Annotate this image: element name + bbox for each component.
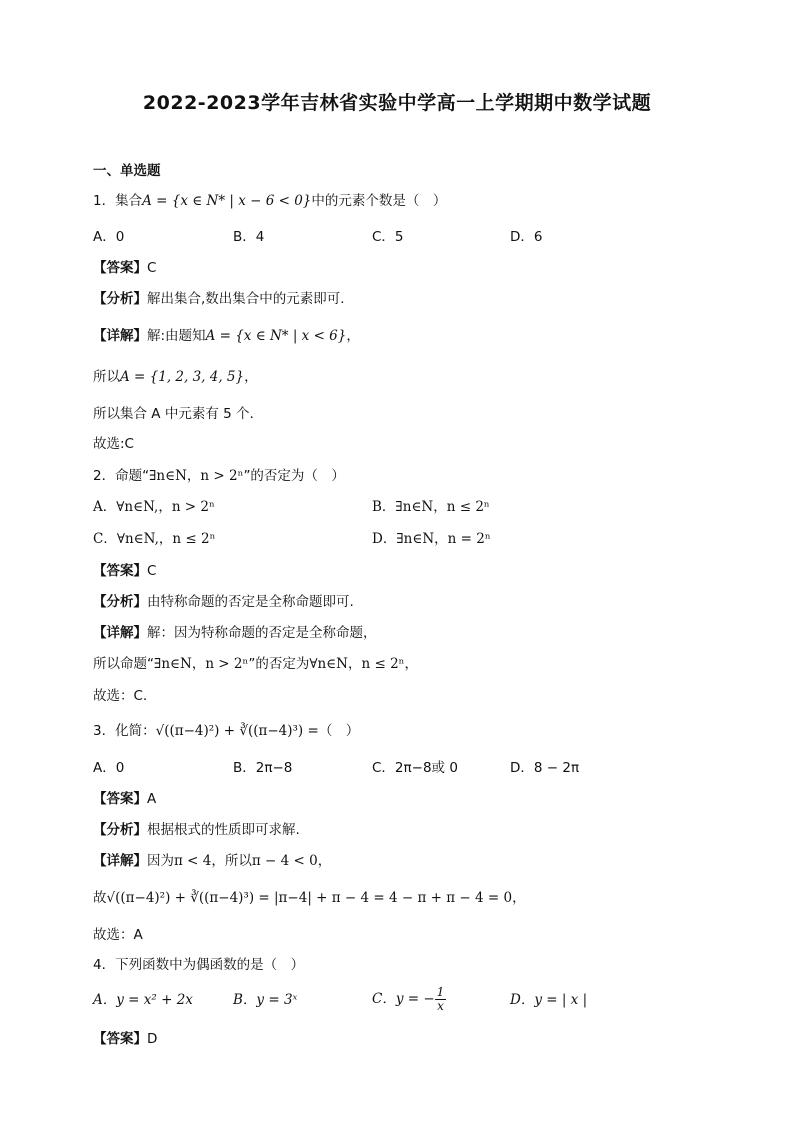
q1-option-d: D．6 bbox=[510, 229, 543, 245]
q3-detail-label: 【详解】 bbox=[93, 853, 147, 869]
q1-line2-formula: A = {1, 2, 3, 4, 5} bbox=[120, 369, 245, 385]
q3-stem-prefix: 3．化简： bbox=[93, 723, 156, 739]
q1-stem-prefix: 1．集合 bbox=[93, 193, 143, 209]
q2-line2-formula-2: ∀n∈N，n ≤ 2ⁿ bbox=[309, 656, 405, 672]
q2-option-c: C．∀n∈N,，n ≤ 2ⁿ bbox=[93, 531, 216, 547]
q3-analysis bbox=[93, 820, 300, 840]
q4-fraction-numerator: 1 bbox=[436, 984, 445, 999]
q1-answer bbox=[93, 258, 156, 278]
q2-detail-line-2 bbox=[93, 654, 418, 674]
question-2-stem bbox=[93, 466, 345, 486]
question-3-stem bbox=[93, 721, 359, 741]
q3-line2-prefix: 故 bbox=[93, 890, 107, 906]
q3-option-d: D．8 − 2π bbox=[510, 760, 580, 776]
q1-answer-value: C bbox=[147, 260, 157, 276]
section-heading: 一、单选题 bbox=[93, 163, 161, 179]
q2-line2-formula-1: ∃n∈N，n > 2ⁿ bbox=[154, 656, 249, 672]
q1-answer-label: 【答案】 bbox=[93, 260, 147, 276]
q2-line2-prefix: 所以命题“ bbox=[93, 656, 154, 672]
q2-detail bbox=[93, 623, 377, 643]
question-1-stem bbox=[93, 191, 446, 211]
q4-option-c-fraction bbox=[435, 986, 447, 1013]
q1-detail-line-4: 故选:C bbox=[93, 436, 134, 452]
q2-stem-suffix: ”的否定为（ ） bbox=[243, 468, 345, 484]
q4-option-b: B．y = 3ˣ bbox=[233, 992, 298, 1008]
q3-detail-formula-1: π < 4 bbox=[174, 853, 212, 869]
q2-line2-middle: ”的否定为 bbox=[248, 656, 310, 672]
q2-option-d: D．∃n∈N，n = 2ⁿ bbox=[372, 531, 491, 547]
q3-detail-prefix: 因为 bbox=[147, 853, 174, 869]
q4-option-a: A．y = x² + 2x bbox=[93, 992, 193, 1008]
q1-line2-suffix: ， bbox=[244, 369, 258, 385]
q3-detail-line-3: 故选：A bbox=[93, 927, 143, 943]
q3-detail-middle: ，所以 bbox=[211, 853, 252, 869]
q1-detail bbox=[93, 326, 360, 346]
q2-analysis-text: 由特称命题的否定是全称命题即可. bbox=[147, 594, 354, 610]
q2-stem-formula: ∃n∈N，n > 2ⁿ bbox=[149, 468, 244, 484]
q3-answer-label: 【答案】 bbox=[93, 791, 147, 807]
q1-analysis-label: 【分析】 bbox=[93, 291, 147, 307]
q2-analysis bbox=[93, 592, 354, 612]
q4-fraction-denominator: x bbox=[437, 998, 444, 1013]
q3-line2-suffix: ， bbox=[512, 890, 526, 906]
q3-answer-value: A bbox=[147, 791, 157, 807]
q3-detail-formula-2: π − 4 < 0 bbox=[251, 853, 318, 869]
q3-option-b: B．2π−8 bbox=[233, 760, 293, 776]
q1-detail-suffix: ， bbox=[346, 328, 360, 344]
q4-option-c bbox=[372, 984, 446, 1014]
q2-stem-prefix: 2．命题“ bbox=[93, 468, 150, 484]
q1-stem-suffix: 中的元素个数是（ ） bbox=[311, 193, 447, 209]
q2-analysis-label: 【分析】 bbox=[93, 594, 147, 610]
q1-option-a: A．0 bbox=[93, 229, 125, 245]
q1-detail-formula: A = {x ∈ N* | x < 6} bbox=[205, 328, 347, 344]
q1-detail-label: 【详解】 bbox=[93, 328, 147, 344]
q1-option-c: C．5 bbox=[372, 229, 404, 245]
q2-detail-text: 解：因为特称命题的否定是全称命题， bbox=[147, 625, 377, 641]
q3-detail-line-2 bbox=[93, 888, 526, 908]
q3-analysis-text: 根据根式的性质即可求解. bbox=[147, 822, 300, 838]
q1-option-b: B．4 bbox=[233, 229, 265, 245]
q1-line2-prefix: 所以 bbox=[93, 369, 120, 385]
q4-option-d: D．y = | x | bbox=[510, 992, 588, 1008]
q2-answer-label: 【答案】 bbox=[93, 563, 147, 579]
q3-option-a: A．0 bbox=[93, 760, 125, 776]
q3-detail-suffix: ， bbox=[317, 853, 332, 869]
q2-option-a: A．∀n∈N,，n > 2ⁿ bbox=[93, 499, 215, 515]
question-4-stem: 4．下列函数中为偶函数的是（ ） bbox=[93, 957, 305, 973]
page-title: 2022-2023学年吉林省实验中学高一上学期期中数学试题 bbox=[142, 92, 652, 114]
q2-answer bbox=[93, 561, 156, 581]
q1-detail-line-2 bbox=[93, 367, 258, 387]
q4-answer-label: 【答案】 bbox=[93, 1031, 147, 1047]
q3-answer bbox=[93, 789, 156, 809]
q2-option-b: B．∃n∈N，n ≤ 2ⁿ bbox=[372, 499, 490, 515]
q3-option-c: C．2π−8或 0 bbox=[372, 760, 458, 776]
q1-analysis-text: 解出集合,数出集合中的元素即可. bbox=[147, 291, 345, 307]
q3-detail bbox=[93, 851, 331, 871]
q4-option-c-prefix: C．y = − bbox=[372, 991, 435, 1007]
q3-stem-formula: √((π−4)²) + ∛((π−4)³) = bbox=[155, 723, 319, 739]
q1-detail-line-3: 所以集合 A 中元素有 5 个. bbox=[93, 406, 254, 422]
q3-stem-suffix: （ ） bbox=[318, 723, 360, 739]
q3-line2-formula: √((π−4)²) + ∛((π−4)³) = |π−4| + π − 4 = 4 − π + π − 4 = 0 bbox=[106, 890, 513, 906]
q4-answer bbox=[93, 1029, 157, 1049]
q1-detail-prefix: 解:由题知 bbox=[147, 328, 206, 344]
q4-answer-value: D bbox=[147, 1031, 158, 1047]
q2-detail-label: 【详解】 bbox=[93, 625, 147, 641]
q2-answer-value: C bbox=[147, 563, 157, 579]
q3-analysis-label: 【分析】 bbox=[93, 822, 147, 838]
q1-analysis bbox=[93, 289, 345, 309]
q1-stem-formula: A = {x ∈ N* | x − 6 < 0} bbox=[142, 193, 312, 209]
q2-line2-suffix: ， bbox=[404, 656, 419, 672]
q2-detail-line-3: 故选：C. bbox=[93, 688, 148, 704]
